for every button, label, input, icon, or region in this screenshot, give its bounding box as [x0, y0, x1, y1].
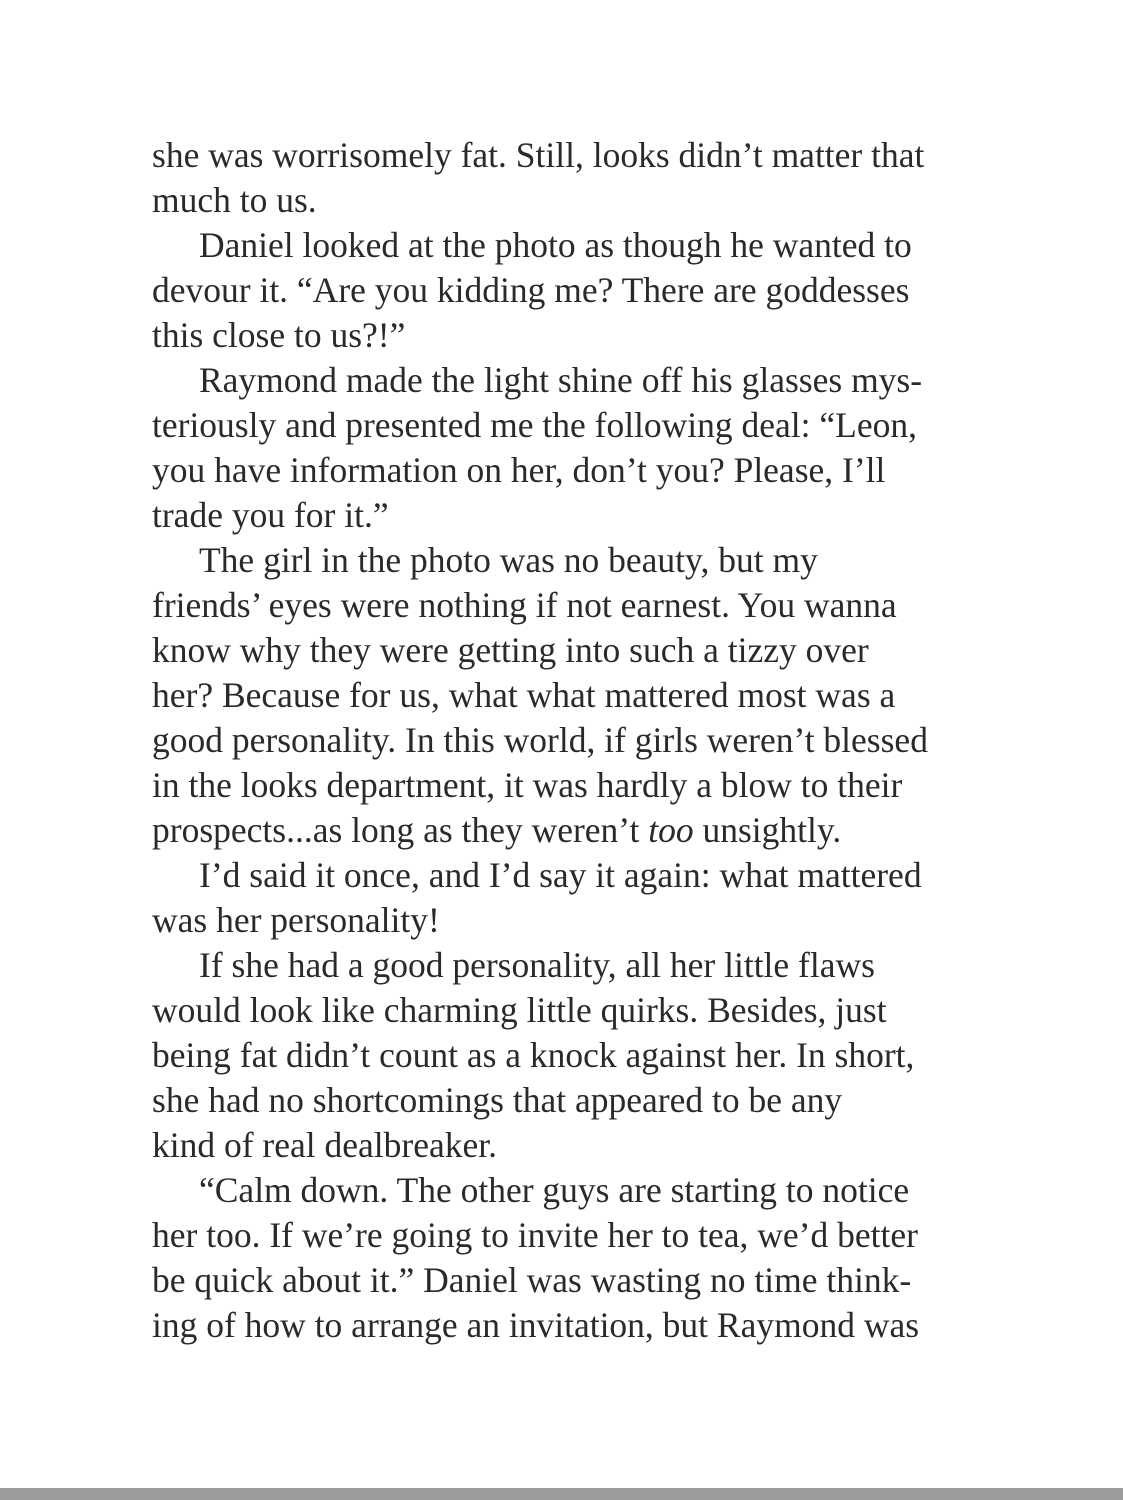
- text-line: she was worrisomely fat. Still, looks didn’t matter that: [152, 135, 925, 175]
- text-line: being fat didn’t count as a knock against her. In short,: [152, 1035, 915, 1075]
- body-text: [152, 133, 952, 1348]
- text-line: much to us.: [152, 180, 317, 220]
- text-line: her too. If we’re going to invite her to tea, we’d better: [152, 1215, 918, 1255]
- text-line: in the looks department, it was hardly a blow to their: [152, 765, 903, 805]
- text-line: her? Because for us, what what mattered most was a: [152, 675, 896, 715]
- text-line: good personality. In this world, if girls weren’t blessed: [152, 720, 928, 760]
- text-line: would look like charming little quirks. Besides, just: [152, 990, 887, 1030]
- text-line: was her personality!: [152, 900, 440, 940]
- text-line: Daniel looked at the photo as though he wanted to: [199, 225, 912, 265]
- text-line: kind of real dealbreaker.: [152, 1125, 497, 1165]
- text-line: If she had a good personality, all her little flaws: [199, 945, 875, 985]
- text-line: trade you for it.”: [152, 495, 389, 535]
- text-line: friends’ eyes were nothing if not earnest. You wanna: [152, 585, 897, 625]
- text-segment: unsightly.: [693, 810, 842, 850]
- text-line: I’d said it once, and I’d say it again: what mattered: [199, 855, 922, 895]
- text-line: you have information on her, don’t you? Please, I’ll: [152, 450, 886, 490]
- text-line: devour it. “Are you kidding me? There are goddesses: [152, 270, 910, 310]
- text-line: be quick about it.” Daniel was wasting no time think-: [152, 1260, 912, 1300]
- text-line: “Calm down. The other guys are starting to notice: [199, 1170, 910, 1210]
- text-line: The girl in the photo was no beauty, but my: [199, 540, 818, 580]
- text-line: ing of how to arrange an invitation, but Raymond was: [152, 1305, 920, 1345]
- text-line: teriously and presented me the following deal: “Leon,: [152, 405, 917, 445]
- text-segment: prospects...as long as they weren’t: [152, 810, 649, 850]
- text-line: [152, 808, 952, 853]
- text-line: Raymond made the light shine off his glasses mys-: [199, 360, 923, 400]
- text-line: know why they were getting into such a tizzy over: [152, 630, 869, 670]
- text-line: this close to us?!”: [152, 315, 406, 355]
- text-line: she had no shortcomings that appeared to be any: [152, 1080, 843, 1120]
- bottom-bar: [0, 1488, 1123, 1500]
- emphasis-text: too: [648, 810, 694, 850]
